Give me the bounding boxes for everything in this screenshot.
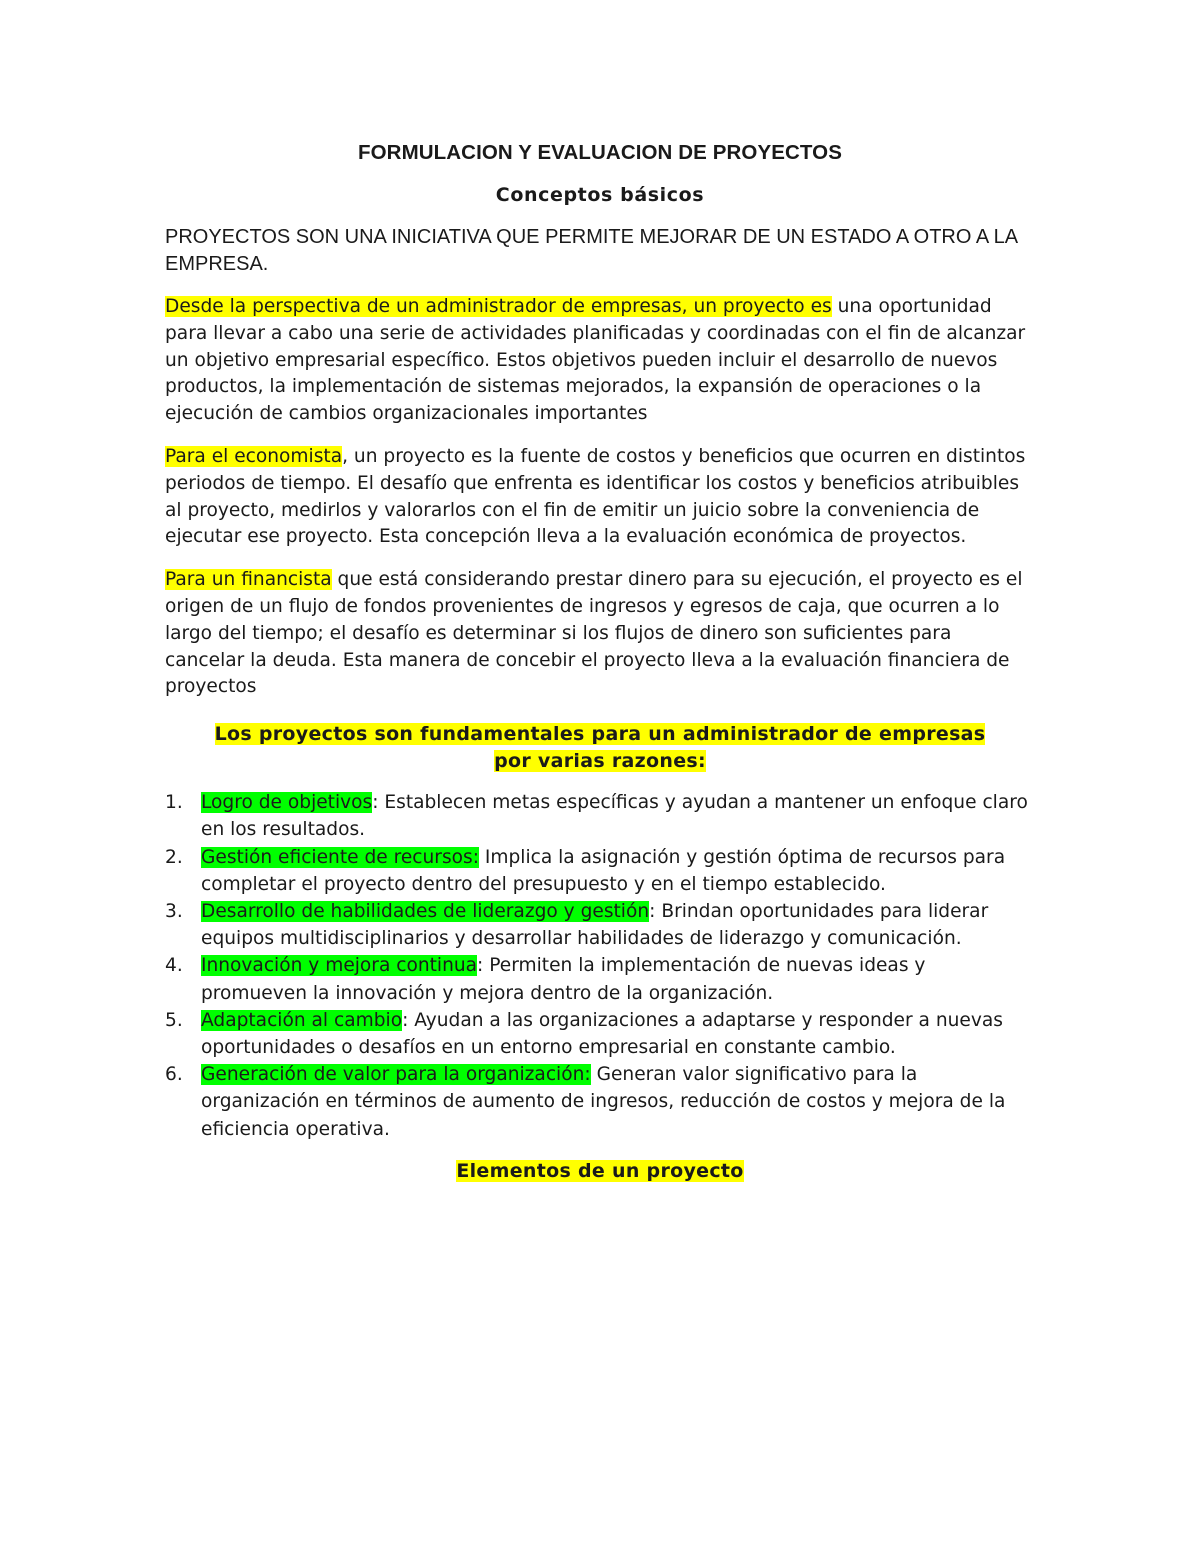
reasons-heading	[165, 721, 1035, 775]
list-item	[165, 1061, 1035, 1143]
list-item-text: Generan valor significativo para la organización en términos de aumento de ingresos, reducción de costos y mejora de la eficiencia operativa.	[201, 1064, 1006, 1140]
list-item-number: 2.	[165, 846, 183, 868]
list-item-number: 4.	[165, 955, 183, 977]
list-item-number: 5.	[165, 1009, 183, 1031]
list-item-highlight: Innovación y mejora continua	[201, 955, 478, 977]
list-item-highlight: Desarrollo de habilidades de liderazgo y gestión	[201, 900, 650, 922]
intro-paragraph: PROYECTOS SON UNA INICIATIVA QUE PERMITE MEJORAR DE UN ESTADO A OTRO A LA EMPRESA.	[165, 226, 1018, 275]
list-item-text: : Brindan oportunidades para liderar equipos multidisciplinarios y desarrollar habilidades de liderazgo y comunicación.	[201, 900, 989, 950]
paragraph-economist	[165, 444, 1035, 551]
elements-heading-text: Elementos de un proyecto	[456, 1159, 744, 1182]
list-item-highlight: Gestión eficiente de recursos:	[201, 846, 479, 868]
reasons-heading-line2: por varias razones:	[494, 750, 706, 773]
list-item-text: : Permiten la implementación de nuevas ideas y promueven la innovación y mejora dentro de la organización.	[201, 955, 926, 1004]
list-item-number: 3.	[165, 900, 183, 922]
list-item-highlight: Generación de valor para la organización:	[201, 1064, 591, 1086]
list-item-text: : Ayudan a las organizaciones a adaptarse y responder a nuevas oportunidades o desafíos en un entorno empresarial en constante cambio.	[201, 1009, 1003, 1058]
list-item	[165, 898, 1035, 952]
list-item-highlight: Logro de objetivos	[201, 792, 373, 814]
list-item-number: 1.	[165, 792, 183, 814]
list-item-text: : Establecen metas específicas y ayudan a mantener un enfoque claro en los resultados.	[201, 792, 1028, 841]
elements-heading	[165, 1157, 1035, 1185]
paragraph-financier-text: que está considerando prestar dinero para su ejecución, el proyecto es el origen de un flujo de fondos provenientes de ingresos y egresos de caja, que ocurren a lo largo del tiempo; el desafío es determinar si los flujos de dinero son suficientes para cancelar la deuda. Esta manera de concebir el proyecto lleva a la evaluación financiera de proyectos	[165, 569, 1023, 698]
list-item-highlight: Adaptación al cambio	[201, 1009, 403, 1031]
paragraph-financier	[165, 567, 1035, 701]
paragraph-administrator-text: una oportunidad para llevar a cabo una serie de actividades planificadas y coordinadas con el fin de alcanzar un objetivo empresarial específico. Estos objetivos pueden incluir el desarrollo de nuevos productos, la implementación de sistemas mejorados, la expansión de operaciones o la ejecución de cambios organizacionales importantes	[165, 296, 1026, 425]
reasons-heading-line1: Los proyectos son fundamentales para un administrador de empresas	[214, 723, 986, 746]
highlight-administrator: Desde la perspectiva de un administrador de empresas, un proyecto es	[165, 296, 832, 317]
list-item	[165, 789, 1035, 843]
highlight-economist: Para el economista	[165, 445, 343, 467]
list-item	[165, 1007, 1035, 1061]
list-item	[165, 844, 1035, 898]
highlight-financier: Para un financista	[165, 569, 332, 591]
document-page	[165, 138, 1035, 1185]
list-item	[165, 952, 1035, 1006]
paragraph-administrator	[165, 294, 1035, 428]
document-subtitle: Conceptos básicos	[495, 184, 705, 206]
document-title: FORMULACION Y EVALUACION DE PROYECTOS	[358, 141, 842, 164]
list-item-text: Implica la asignación y gestión óptima de recursos para completar el proyecto dentro del presupuesto y en el tiempo establecido.	[201, 846, 1006, 895]
paragraph-economist-text: , un proyecto es la fuente de costos y beneficios que ocurren en distintos periodos de tiempo. El desafío que enfrenta es identificar los costos y beneficios atribuibles al proyecto, medirlos y valorarlos con el fin de emitir un juicio sobre la conveniencia de ejecutar ese proyecto. Esta concepción lleva a la evaluación económica de proyectos.	[165, 445, 1026, 548]
reasons-list	[165, 789, 1035, 1143]
list-item-number: 6.	[165, 1064, 183, 1086]
